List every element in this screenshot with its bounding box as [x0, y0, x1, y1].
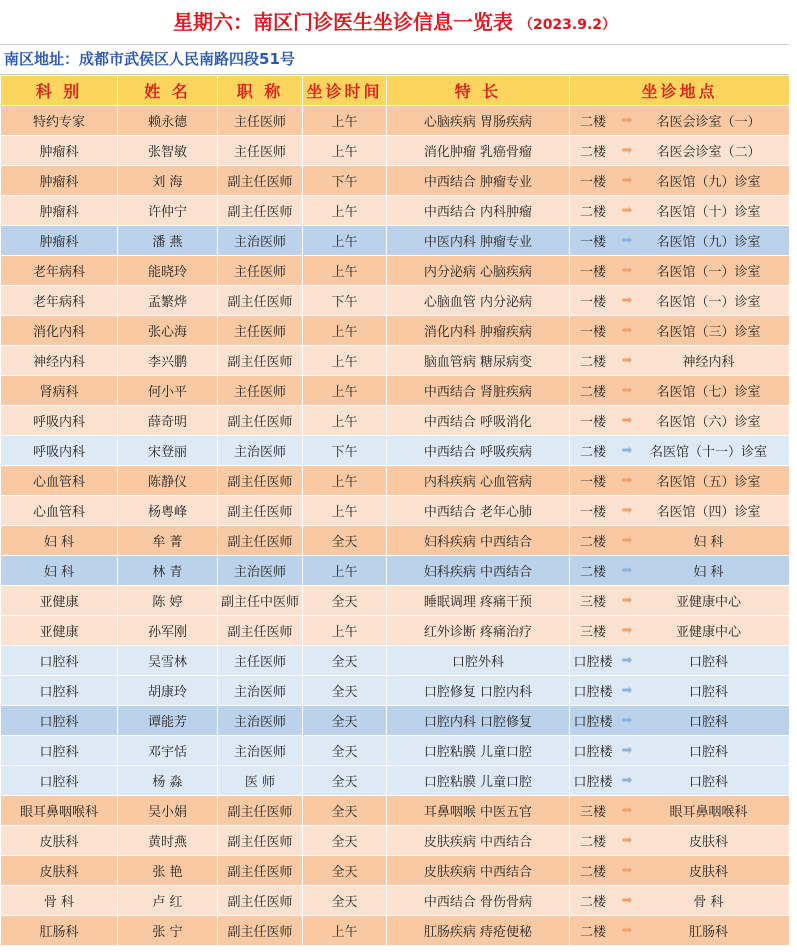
dept-cell: 口腔科: [1, 766, 118, 796]
right-arrow-icon: ➡: [621, 203, 633, 218]
table-row: [1, 136, 790, 166]
location-cell: [570, 406, 790, 436]
room-label: 名医会诊室（一）: [656, 115, 761, 130]
right-arrow-icon: ➡: [621, 173, 633, 188]
session-time-cell: 全天: [303, 676, 387, 706]
session-time-cell: 上午: [303, 466, 387, 496]
room-label: 口腔科: [688, 775, 728, 790]
floor-label: 二楼: [579, 145, 606, 160]
floor-label: 二楼: [579, 385, 606, 400]
session-time-cell: 全天: [303, 526, 387, 556]
doctor-name-cell: 胡康玲: [118, 676, 218, 706]
doctor-title-cell: 副主任医师: [218, 166, 303, 196]
floor-label: 三楼: [579, 805, 606, 820]
specialty-cell: 消化肿瘤 乳癌骨瘤: [387, 136, 570, 166]
room-label: 神经内科: [682, 355, 735, 370]
session-time-cell: 全天: [303, 856, 387, 886]
doctor-title-cell: 副主任医师: [218, 616, 303, 646]
right-arrow-icon: ➡: [621, 923, 633, 938]
specialty-cell: 红外诊断 疼痛治疗: [387, 616, 570, 646]
table-row: [1, 826, 790, 856]
dept-cell: 心血管科: [1, 496, 118, 526]
location-cell: [570, 136, 790, 166]
dept-cell: 肿瘤科: [1, 196, 118, 226]
col-header-specialty: 特 长: [387, 76, 570, 106]
table-row: [1, 316, 790, 346]
specialty-cell: 中医内科 肿瘤专业: [387, 226, 570, 256]
specialty-cell: 口腔修复 口腔内科: [387, 676, 570, 706]
doctor-title-cell: 副主任医师: [218, 916, 303, 946]
location-cell: [570, 916, 790, 946]
right-arrow-icon: ➡: [621, 113, 633, 128]
col-header-time: 坐诊时间: [303, 76, 387, 106]
dept-cell: 口腔科: [1, 646, 118, 676]
session-time-cell: 全天: [303, 796, 387, 826]
table-row: [1, 496, 790, 526]
session-time-cell: 上午: [303, 556, 387, 586]
specialty-cell: 中西结合 呼吸疾病: [387, 436, 570, 466]
room-label: 眼耳鼻咽喉科: [669, 805, 748, 820]
room-label: 皮肤科: [688, 835, 728, 850]
location-cell: [570, 256, 790, 286]
room-label: 名医馆（一）诊室: [656, 295, 761, 310]
floor-label: 一楼: [579, 265, 606, 280]
location-cell: [570, 706, 790, 736]
dept-cell: 肿瘤科: [1, 166, 118, 196]
floor-label: 口腔楼: [573, 685, 613, 700]
specialty-cell: 消化内科 肿瘤疾病: [387, 316, 570, 346]
specialty-cell: 妇科疾病 中西结合: [387, 526, 570, 556]
specialty-cell: 中西结合 老年心肺: [387, 496, 570, 526]
location-cell: [570, 616, 790, 646]
col-header-name: 姓 名: [118, 76, 218, 106]
address-line: 南区地址：成都市武侯区人民南路四段51号: [0, 45, 789, 75]
dept-cell: 皮肤科: [1, 826, 118, 856]
doctor-name-cell: 林 青: [118, 556, 218, 586]
table-row: [1, 406, 790, 436]
session-time-cell: 上午: [303, 496, 387, 526]
location-cell: [570, 826, 790, 856]
floor-label: 二楼: [579, 865, 606, 880]
doctor-title-cell: 主治医师: [218, 706, 303, 736]
right-arrow-icon: ➡: [621, 323, 633, 338]
table-row: [1, 916, 790, 946]
doctor-name-cell: 张智敏: [118, 136, 218, 166]
session-time-cell: 上午: [303, 106, 387, 136]
table-row: [1, 436, 790, 466]
table-row: [1, 226, 790, 256]
table-row: [1, 616, 790, 646]
doctor-name-cell: 孟繁烨: [118, 286, 218, 316]
location-cell: [570, 466, 790, 496]
doctor-name-cell: 吴小娟: [118, 796, 218, 826]
specialty-cell: 妇科疾病 中西结合: [387, 556, 570, 586]
right-arrow-icon: ➡: [621, 863, 633, 878]
session-time-cell: 下午: [303, 166, 387, 196]
doctor-name-cell: 薛奇明: [118, 406, 218, 436]
doctor-name-cell: 许仲宁: [118, 196, 218, 226]
floor-label: 口腔楼: [573, 655, 613, 670]
dept-cell: 肿瘤科: [1, 226, 118, 256]
session-time-cell: 上午: [303, 616, 387, 646]
page-title: [0, 0, 789, 45]
table-row: [1, 856, 790, 886]
dept-cell: 口腔科: [1, 706, 118, 736]
doctor-title-cell: 副主任医师: [218, 196, 303, 226]
specialty-cell: 中西结合 肾脏疾病: [387, 376, 570, 406]
location-cell: [570, 286, 790, 316]
room-label: 亚健康中心: [675, 595, 741, 610]
room-label: 名医馆（一）诊室: [656, 265, 761, 280]
right-arrow-icon: ➡: [621, 353, 633, 368]
dept-cell: 妇 科: [1, 556, 118, 586]
doctor-title-cell: 副主任医师: [218, 856, 303, 886]
dept-cell: 口腔科: [1, 676, 118, 706]
floor-label: 二楼: [579, 445, 606, 460]
dept-cell: 消化内科: [1, 316, 118, 346]
doctor-title-cell: 主任医师: [218, 256, 303, 286]
specialty-cell: 口腔外科: [387, 646, 570, 676]
location-cell: [570, 436, 790, 466]
session-time-cell: 全天: [303, 646, 387, 676]
room-label: 皮肤科: [688, 865, 728, 880]
location-cell: [570, 556, 790, 586]
floor-label: 二楼: [579, 565, 606, 580]
location-cell: [570, 496, 790, 526]
right-arrow-icon: ➡: [621, 233, 633, 248]
dept-cell: 妇 科: [1, 526, 118, 556]
doctor-name-cell: 黄时燕: [118, 826, 218, 856]
doctor-title-cell: 主任医师: [218, 316, 303, 346]
location-cell: [570, 856, 790, 886]
floor-label: 三楼: [579, 595, 606, 610]
room-label: 名医馆（四）诊室: [656, 505, 761, 520]
right-arrow-icon: ➡: [621, 143, 633, 158]
specialty-cell: 内科疾病 心血管病: [387, 466, 570, 496]
dept-cell: 神经内科: [1, 346, 118, 376]
doctor-name-cell: 谭能芳: [118, 706, 218, 736]
dept-cell: 老年病科: [1, 286, 118, 316]
table-row: [1, 706, 790, 736]
floor-label: 二楼: [579, 925, 606, 940]
right-arrow-icon: ➡: [621, 893, 633, 908]
doctor-name-cell: 杨粤峰: [118, 496, 218, 526]
table-row: [1, 466, 790, 496]
col-header-dept: 科 别: [1, 76, 118, 106]
doctor-name-cell: 刘 海: [118, 166, 218, 196]
specialty-cell: 口腔内科 口腔修复: [387, 706, 570, 736]
session-time-cell: 上午: [303, 136, 387, 166]
table-row: [1, 796, 790, 826]
session-time-cell: 全天: [303, 706, 387, 736]
location-cell: [570, 736, 790, 766]
doctor-title-cell: 副主任医师: [218, 826, 303, 856]
doctor-name-cell: 能晓玲: [118, 256, 218, 286]
location-cell: [570, 586, 790, 616]
doctor-title-cell: 主治医师: [218, 556, 303, 586]
table-row: [1, 256, 790, 286]
dept-cell: 眼耳鼻咽喉科: [1, 796, 118, 826]
dept-cell: 心血管科: [1, 466, 118, 496]
location-cell: [570, 196, 790, 226]
table-row: [1, 106, 790, 136]
floor-label: 一楼: [579, 505, 606, 520]
doctor-title-cell: 副主任医师: [218, 496, 303, 526]
session-time-cell: 上午: [303, 196, 387, 226]
doctor-title-cell: 副主任医师: [218, 406, 303, 436]
floor-label: 一楼: [579, 235, 606, 250]
doctor-title-cell: 主任医师: [218, 646, 303, 676]
dept-cell: 皮肤科: [1, 856, 118, 886]
col-header-title: 职 称: [218, 76, 303, 106]
location-cell: [570, 766, 790, 796]
doctor-title-cell: 副主任医师: [218, 796, 303, 826]
table-row: [1, 526, 790, 556]
location-cell: [570, 316, 790, 346]
location-cell: [570, 526, 790, 556]
room-label: 亚健康中心: [675, 625, 741, 640]
doctor-name-cell: 何小平: [118, 376, 218, 406]
right-arrow-icon: ➡: [621, 653, 633, 668]
doctor-title-cell: 主治医师: [218, 736, 303, 766]
title-text: 星期六：南区门诊医生坐诊信息一览表: [172, 10, 513, 34]
schedule-table: [0, 75, 790, 946]
floor-label: 口腔楼: [573, 745, 613, 760]
session-time-cell: 上午: [303, 316, 387, 346]
room-label: 名医馆（十）诊室: [656, 205, 761, 220]
floor-label: 二楼: [579, 535, 606, 550]
session-time-cell: 上午: [303, 256, 387, 286]
floor-label: 一楼: [579, 475, 606, 490]
right-arrow-icon: ➡: [621, 293, 633, 308]
location-cell: [570, 646, 790, 676]
specialty-cell: 皮肤疾病 中西结合: [387, 826, 570, 856]
session-time-cell: 上午: [303, 916, 387, 946]
doctor-title-cell: 主治医师: [218, 676, 303, 706]
floor-label: 一楼: [579, 295, 606, 310]
dept-cell: 口腔科: [1, 736, 118, 766]
doctor-title-cell: 医 师: [218, 766, 303, 796]
right-arrow-icon: ➡: [621, 593, 633, 608]
specialty-cell: 中西结合 呼吸消化: [387, 406, 570, 436]
doctor-name-cell: 宋登丽: [118, 436, 218, 466]
session-time-cell: 下午: [303, 436, 387, 466]
location-cell: [570, 376, 790, 406]
location-cell: [570, 166, 790, 196]
table-row: [1, 736, 790, 766]
right-arrow-icon: ➡: [621, 443, 633, 458]
dept-cell: 特约专家: [1, 106, 118, 136]
floor-label: 二楼: [579, 355, 606, 370]
right-arrow-icon: ➡: [621, 503, 633, 518]
doctor-name-cell: 卢 红: [118, 886, 218, 916]
doctor-title-cell: 副主任医师: [218, 466, 303, 496]
right-arrow-icon: ➡: [621, 473, 633, 488]
right-arrow-icon: ➡: [621, 563, 633, 578]
doctor-name-cell: 陈静仪: [118, 466, 218, 496]
doctor-title-cell: 副主任医师: [218, 286, 303, 316]
specialty-cell: 皮肤疾病 中西结合: [387, 856, 570, 886]
room-label: 名医馆（七）诊室: [656, 385, 761, 400]
location-cell: [570, 796, 790, 826]
table-row: [1, 196, 790, 226]
doctor-title-cell: 副主任医师: [218, 346, 303, 376]
doctor-title-cell: 副主任医师: [218, 526, 303, 556]
floor-label: 口腔楼: [573, 775, 613, 790]
doctor-name-cell: 吴雪林: [118, 646, 218, 676]
specialty-cell: 口腔粘膜 儿童口腔: [387, 736, 570, 766]
table-row: [1, 586, 790, 616]
dept-cell: 老年病科: [1, 256, 118, 286]
room-label: 肛肠科: [688, 925, 728, 940]
session-time-cell: 上午: [303, 226, 387, 256]
room-label: 妇 科: [693, 535, 724, 550]
right-arrow-icon: ➡: [621, 803, 633, 818]
doctor-title-cell: 主任医师: [218, 376, 303, 406]
doctor-title-cell: 主任医师: [218, 136, 303, 166]
room-label: 名医馆（九）诊室: [656, 235, 761, 250]
dept-cell: 肛肠科: [1, 916, 118, 946]
specialty-cell: 睡眠调理 疼痛干预: [387, 586, 570, 616]
doctor-title-cell: 主治医师: [218, 436, 303, 466]
table-row: [1, 376, 790, 406]
right-arrow-icon: ➡: [621, 773, 633, 788]
dept-cell: 呼吸内科: [1, 436, 118, 466]
room-label: 名医馆（十一）诊室: [649, 445, 767, 460]
right-arrow-icon: ➡: [621, 683, 633, 698]
floor-label: 二楼: [579, 835, 606, 850]
session-time-cell: 全天: [303, 826, 387, 856]
room-label: 口腔科: [688, 685, 728, 700]
location-cell: [570, 346, 790, 376]
location-cell: [570, 106, 790, 136]
table-body: [1, 106, 790, 946]
specialty-cell: 心脑疾病 胃肠疾病: [387, 106, 570, 136]
specialty-cell: 中西结合 肿瘤专业: [387, 166, 570, 196]
session-time-cell: 上午: [303, 346, 387, 376]
dept-cell: 骨 科: [1, 886, 118, 916]
right-arrow-icon: ➡: [621, 263, 633, 278]
right-arrow-icon: ➡: [621, 743, 633, 758]
table-row: [1, 556, 790, 586]
doctor-name-cell: 赖永德: [118, 106, 218, 136]
doctor-name-cell: 孙军刚: [118, 616, 218, 646]
floor-label: 口腔楼: [573, 715, 613, 730]
floor-label: 一楼: [579, 325, 606, 340]
table-row: [1, 646, 790, 676]
specialty-cell: 中西结合 内科肿瘤: [387, 196, 570, 226]
room-label: 名医馆（六）诊室: [656, 415, 761, 430]
location-cell: [570, 226, 790, 256]
right-arrow-icon: ➡: [621, 533, 633, 548]
doctor-name-cell: 张 艳: [118, 856, 218, 886]
table-row: [1, 676, 790, 706]
floor-label: 三楼: [579, 625, 606, 640]
title-date: （2023.9.2）: [518, 17, 617, 33]
specialty-cell: 心脑血管 内分泌病: [387, 286, 570, 316]
specialty-cell: 耳鼻咽喉 中医五官: [387, 796, 570, 826]
doctor-name-cell: 潘 燕: [118, 226, 218, 256]
doctor-title-cell: 主任医师: [218, 106, 303, 136]
session-time-cell: 全天: [303, 886, 387, 916]
doctor-name-cell: 邓宇恬: [118, 736, 218, 766]
right-arrow-icon: ➡: [621, 833, 633, 848]
doctor-name-cell: 李兴鹏: [118, 346, 218, 376]
specialty-cell: 内分泌病 心脑疾病: [387, 256, 570, 286]
location-cell: [570, 886, 790, 916]
dept-cell: 肿瘤科: [1, 136, 118, 166]
table-row: [1, 166, 790, 196]
doctor-title-cell: 副主任中医师: [218, 586, 303, 616]
specialty-cell: 脑血管病 糖尿病变: [387, 346, 570, 376]
session-time-cell: 全天: [303, 766, 387, 796]
room-label: 名医馆（五）诊室: [656, 475, 761, 490]
doctor-name-cell: 杨 淼: [118, 766, 218, 796]
col-header-location: 坐诊地点: [570, 76, 790, 106]
location-cell: [570, 676, 790, 706]
doctor-title-cell: 副主任医师: [218, 886, 303, 916]
room-label: 口腔科: [688, 715, 728, 730]
right-arrow-icon: ➡: [621, 713, 633, 728]
specialty-cell: 口腔粘膜 儿童口腔: [387, 766, 570, 796]
room-label: 骨 科: [693, 895, 724, 910]
table-row: [1, 886, 790, 916]
dept-cell: 亚健康: [1, 616, 118, 646]
floor-label: 一楼: [579, 175, 606, 190]
table-row: [1, 766, 790, 796]
room-label: 口腔科: [688, 745, 728, 760]
room-label: 名医馆（九）诊室: [656, 175, 761, 190]
doctor-name-cell: 张 宁: [118, 916, 218, 946]
room-label: 名医馆（三）诊室: [656, 325, 761, 340]
specialty-cell: 肛肠疾病 痔疮便秘: [387, 916, 570, 946]
floor-label: 二楼: [579, 115, 606, 130]
room-label: 口腔科: [688, 655, 728, 670]
session-time-cell: 上午: [303, 406, 387, 436]
dept-cell: 亚健康: [1, 586, 118, 616]
room-label: 妇 科: [693, 565, 724, 580]
dept-cell: 呼吸内科: [1, 406, 118, 436]
floor-label: 二楼: [579, 895, 606, 910]
right-arrow-icon: ➡: [621, 623, 633, 638]
doctor-name-cell: 陈 婷: [118, 586, 218, 616]
session-time-cell: 上午: [303, 376, 387, 406]
floor-label: 一楼: [579, 415, 606, 430]
doctor-name-cell: 牟 菁: [118, 526, 218, 556]
specialty-cell: 中西结合 骨伤骨病: [387, 886, 570, 916]
session-time-cell: 全天: [303, 736, 387, 766]
right-arrow-icon: ➡: [621, 383, 633, 398]
session-time-cell: 全天: [303, 586, 387, 616]
table-header-row: [1, 76, 790, 106]
table-row: [1, 286, 790, 316]
right-arrow-icon: ➡: [621, 413, 633, 428]
doctor-name-cell: 张心海: [118, 316, 218, 346]
room-label: 名医会诊室（二）: [656, 145, 761, 160]
table-row: [1, 346, 790, 376]
dept-cell: 肾病科: [1, 376, 118, 406]
doctor-title-cell: 主治医师: [218, 226, 303, 256]
floor-label: 二楼: [579, 205, 606, 220]
session-time-cell: 下午: [303, 286, 387, 316]
